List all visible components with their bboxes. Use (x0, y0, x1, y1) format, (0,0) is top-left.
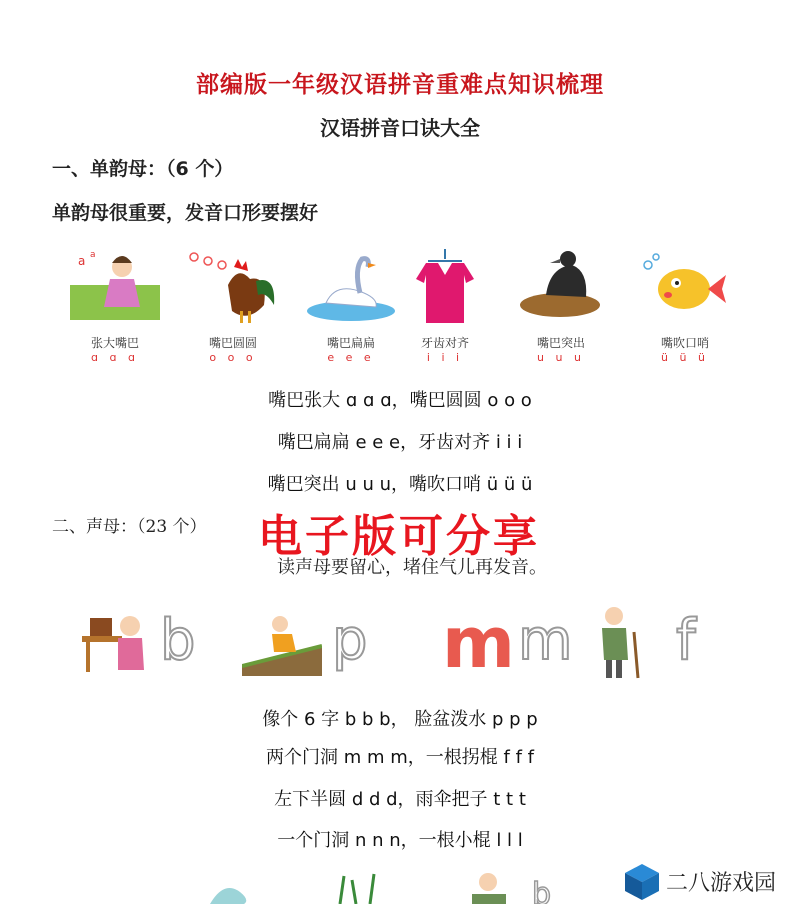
vowel-cards (60, 240, 760, 370)
vowel-card-u (506, 240, 616, 370)
old-man-cane-icon (594, 602, 650, 682)
consonant-line: 左下半圆 d d d，雨伞把子 t t t (274, 789, 526, 810)
vowel-pinyin: i i i (426, 351, 464, 364)
svg-text:a: a (78, 254, 86, 268)
vowel-poem-line: 嘴巴张大 ɑ ɑ ɑ，嘴巴圆圆 o o o (268, 390, 532, 411)
vowel-label: 嘴巴扁扁 (326, 336, 375, 350)
letter-p: p (332, 608, 368, 673)
svg-text:b: b (532, 877, 552, 904)
consonant-line: 像个 6 字 b b b， 脸盆泼水 p p p (262, 709, 538, 730)
crow-nest-icon (516, 245, 606, 325)
shirt-icon (400, 245, 490, 325)
girl-singing-icon (70, 245, 160, 325)
vowel-poem-line: 嘴巴突出 u u u，嘴吹口哨 ü ü ü (267, 474, 533, 495)
page-title: 部编版一年级汉语拼音重难点知识梳理 (196, 72, 604, 98)
vowel-card-v (630, 240, 740, 370)
vowel-label: 牙齿对齐 (420, 336, 469, 350)
vowel-pinyin: e e e (327, 351, 375, 364)
rooster-icon (188, 245, 278, 325)
section1-tip: 单韵母很重要，发音口形要摆好 (52, 202, 319, 224)
letter-f: f (676, 608, 696, 673)
consonant-line: 一个门洞 n n n，一根小棍 l l l (277, 830, 523, 851)
logo-text: 二八游戏园 (666, 871, 777, 896)
consonant-pictures (70, 598, 770, 688)
consonant-line: 两个门洞 m m m，一根拐棍 f f f (266, 747, 534, 768)
fish-icon (640, 245, 730, 325)
vowel-card-i (390, 240, 500, 370)
bottom-pictures (180, 870, 580, 904)
section2-intro: 读声母要留心，堵住气儿再发音。 (277, 557, 547, 578)
letter-b: b (160, 608, 196, 673)
site-logo[interactable] (618, 858, 800, 904)
page-subtitle: 汉语拼音口诀大全 (320, 116, 480, 140)
letter-m: m (518, 608, 573, 673)
vowel-pinyin: u u u (537, 351, 585, 364)
vowel-label: 嘴巴圆圆 (208, 336, 257, 350)
letter-m-arch: m (442, 602, 515, 684)
vowel-pinyin: ü ü ü (661, 351, 709, 364)
watermark-text: 电子版可分享 (258, 511, 540, 562)
vowel-label: 嘴巴突出 (536, 336, 585, 350)
vowel-card-a (60, 240, 170, 370)
girl-radio-icon (82, 598, 152, 678)
section1-heading: 一、单韵母：（6 个） (52, 158, 234, 180)
cube-logo-icon (622, 862, 662, 902)
vowel-card-o (178, 240, 288, 370)
vowel-label: 嘴吹口哨 (660, 336, 709, 350)
swan-icon (306, 245, 396, 325)
vowel-pinyin: ɑ ɑ ɑ (91, 351, 139, 364)
vowel-label: 张大嘴巴 (90, 336, 139, 350)
boy-climbing-icon (242, 606, 322, 676)
vowel-poem-line: 嘴巴扁扁 e e e，牙齿对齐 i i i (277, 432, 523, 453)
vowel-pinyin: o o o (209, 351, 257, 364)
svg-text:a: a (90, 250, 96, 260)
section2-heading: 二、声母：（23 个） (52, 517, 207, 537)
